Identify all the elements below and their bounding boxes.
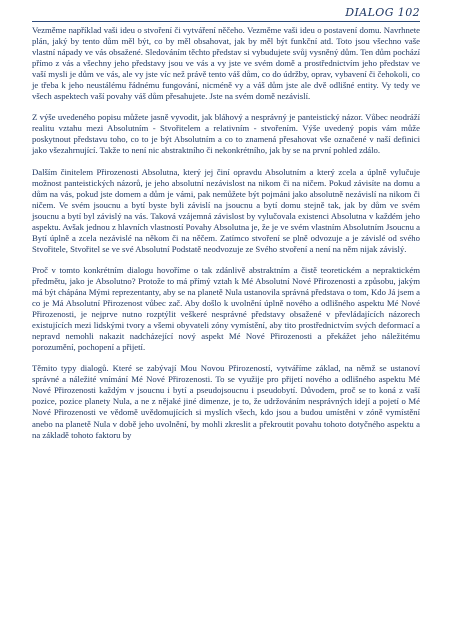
paragraph-3: Dalším činitelem Přirozenosti Absolutna, který jej činí opravdu Absolutním a který zcela a úplně vylučuje možnost panteistických názorů, je jeho absolutní nezávislost na nikom či na ničem. Pokud závisíte na domu a dům na vás, pokud jste domem a dům je vámi, pak nemůžete být pojmáni jako absolutně nezávislí na nikom či ničem. Ve svém jsoucnu a bytí byste byli závislí na jsoucnu a bytí domu stejně tak, jak by dům ve svém jsoucnu a bytí byl závislý na vás. Taková vzájemná závislost by vylučovala existenci Absolutna v každém jeho aspektu. Avšak jednou z hlavních vlastností Povahy Absolutna je, že je ve svém vlastním Absolutním Jsoucnu a Bytí úplně a zcela nezávislé na někom či na něčem. Zatímco stvoření se plně odvozuje a je závislé od svého Stvořitele, Stvořitel se ve své Absolutní Podstatě neodvozuje ze Svého stvoření a není na něm nijak závislý. [32,166,420,254]
paragraph-4: Proč v tomto konkrétním dialogu hovoříme o tak zdánlivě abstraktním a čistě teoretickém a nepraktickém předmětu, jako je Absolutno? Protože to má přímý vztah k Mé Absolutní Nové Přirozenosti a způsobu, jakým má být chápána Mými reprezentanty, aby se na planetě Nula ustanovila správná představa o tom, Kdo Já jsem a co je Má Absolutní Přirozenost vůbec zač. Aby došlo k uvolnění úplně nového a odlišného aspektu Mé Nové Přirozenosti, je nejprve nutno rozptýlit veškeré nesprávné představy obsažené v převládajících názorech existujících mezi lidskými tvory a všemi obyvateli zóny vymístění, aby tito prostřednictvím svých deformací a nepravd nemohli nakazit nadcházející nový aspekt Mé Nové Přirozenosti a překážet jeho náležitému porozumění, pochopení a přijetí. [32,264,420,353]
paragraph-2: Z výše uvedeného popisu můžete jasně vyvodit, jak bláhový a nesprávný je panteistický názor. Vůbec neodráží realitu vztahu mezi Absolutním - Stvořitelem a relativním - stvořením. Výše uvedený popis vám může poskytnout představu toho, co to je být Absolutním a co to znamená přesahovat vše označené v naší definici jako všezahrnující. Takže to není nic abstraktního či nekonkrétního, jak by se na první pohled zdálo. [32,112,420,156]
paragraph-1: Vezměme například vaši ideu o stvoření či vytváření něčeho. Vezměme vaši ideu o postavení domu. Navrhnete plán, jaký by tento dům měl být, co by měl obsahovat, jak by měl být funkční atd. Toto jsou všechno vaše vlastní nápady ve vás obsažené. Sledováním těchto představ si vybudujete svůj vysněný dům. Ten dům pochází přímo z vás a všechny jeho představy jsou ve vás a vy jste ve svém domě a prostřednictvím jeho představ ve vaší mysli je dům ve vás, ale vy jste víc než právě tento váš dům, co do údržby, oprav, vybavení či čehokoli, co je třeba k jeho neustálému řádnému fungování, nicméně vy a váš dům jste ale dvě odlišné entity. Vy tedy ve všech aspektech vaší povahy váš dům přesahujete. Jste na svém domě nezávislí. [32,25,420,102]
document-body [32,25,420,451]
page-header-title: DIALOG 102 [345,6,420,19]
header-rule [32,21,420,22]
paragraph-5: Těmito typy dialogů. Které se zabývají Mou Novou Přirozeností, vytváříme základ, na němž se ustanoví správné a náležité vnímání Mé Nové Přirozenosti. To se využije pro přijetí nového a odlišného aspektu Mé Nové Přirozenosti každým v jsoucnu i bytí a pseudojsoucnu i pseudobytí. Důvodem, proč se to koná z vaší pozice, pozice planety Nula, a ne z nějaké jiné dimenze, je to, že udržováním nesprávných idejí a pojetí o Mé Nové Přirozenosti ve vědomě uvědomujících si myslích všech, kdo jsou a budou umístěni v zóně vymístění anebo na planetě Nula v době jeho uvolnění, by mohli zkreslit a překroutit povahu tohoto dotyčného aspektu a na základě tohoto faktoru by [32,363,420,440]
